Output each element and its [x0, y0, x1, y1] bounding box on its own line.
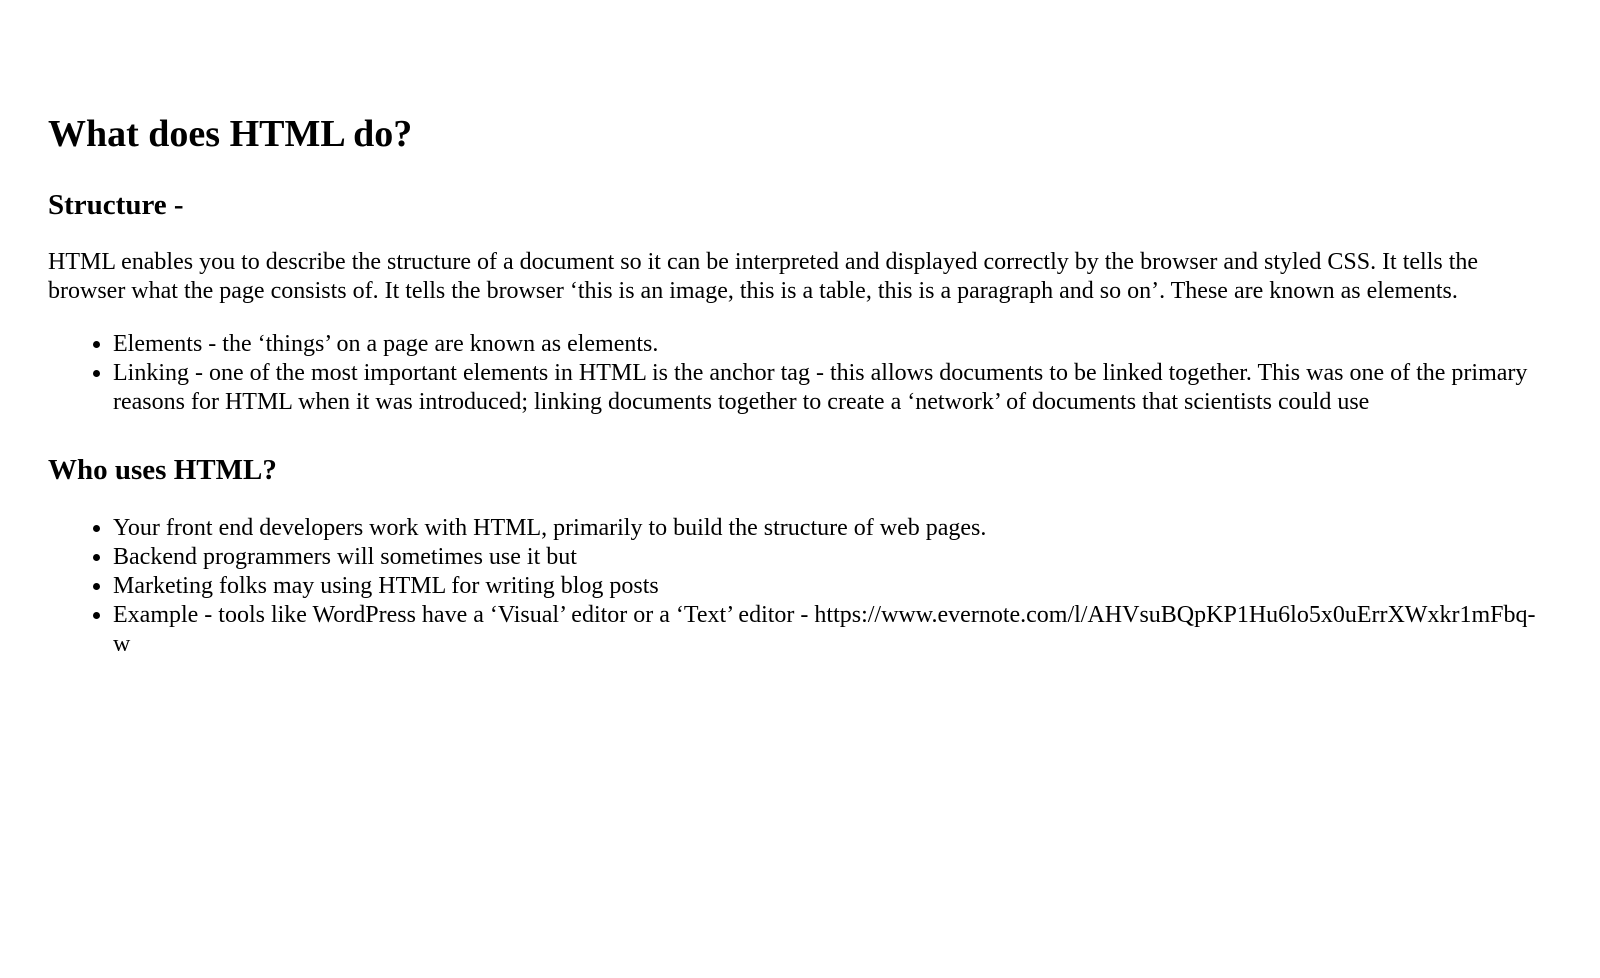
list-item: • Marketing folks may using HTML for writing blog posts	[113, 572, 1552, 601]
structure-list	[48, 330, 1552, 417]
list-item-elements: • Elements - the ‘things’ on a page are known as elements.	[113, 330, 1552, 359]
list-item: • Example - tools like WordPress have a ‘Visual’ editor or a ‘Text’ editor - https://www.evernote.com/l/AHVsuBQpKP1Hu6lo5x0uErrXWxkr1mFbq-w	[113, 601, 1552, 659]
list-item: • Your front end developers work with HTML, primarily to build the structure of web pages.	[113, 514, 1552, 543]
structure-heading: Structure -	[48, 188, 184, 221]
structure-paragraph: HTML enables you to describe the structure of a document so it can be interpreted and displayed correctly by the browser and styled CSS. It tells the browser what the page consists of. It tells the browser ‘this is an image, this is a table, this is a paragraph and so on’. These are known as elements.	[48, 249, 1479, 305]
who-uses-section	[48, 453, 1552, 659]
list-item-linking: • Linking - one of the most important elements in HTML is the anchor tag - this allows documents to be linked together. This was one of the primary reasons for HTML when it was introduced; linking documents together to create a ‘network’ of documents that scientists could use	[113, 359, 1552, 417]
structure-section	[48, 188, 1552, 418]
who-uses-heading: Who uses HTML?	[48, 454, 277, 487]
page-title: What does HTML do?	[48, 113, 413, 155]
who-uses-list	[48, 514, 1552, 659]
list-item: • Backend programmers will sometimes use it but	[113, 543, 1552, 572]
